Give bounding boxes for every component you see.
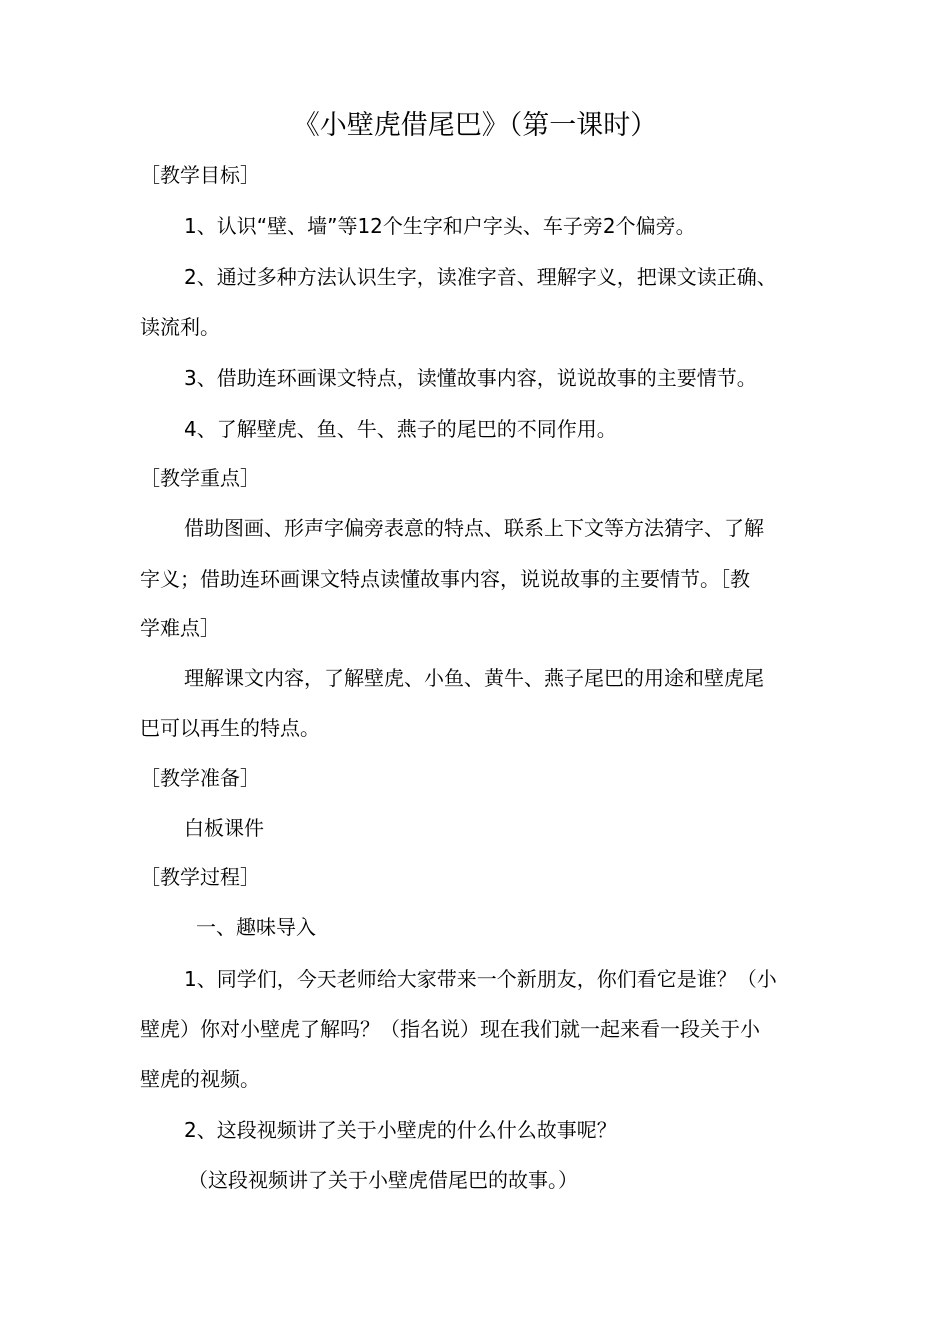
process-paragraph-1-line-3: 壁虎的视频。	[140, 1067, 260, 1091]
preparation-text: 白板课件	[184, 816, 264, 840]
process-step-heading: 一、趣味导入	[196, 915, 316, 939]
difficulties-text-continued: 巴可以再生的特点。	[140, 716, 320, 740]
difficulties-text: 理解课文内容，了解壁虎、小鱼、黄牛、燕子尾巴的用途和壁虎尾	[184, 666, 764, 690]
process-paragraph-2-answer: （这段视频讲了关于小壁虎借尾巴的故事。）	[188, 1168, 578, 1192]
section-heading-preparation: ［教学准备］	[140, 766, 260, 790]
process-paragraph-1-line-2: 壁虎）你对小壁虎了解吗？（指名说）现在我们就一起来看一段关于小	[140, 1017, 760, 1041]
section-heading-key-points: ［教学重点］	[140, 466, 260, 490]
key-points-text: 借助图画、形声字偏旁表意的特点、联系上下文等方法猜字、了解	[184, 516, 764, 540]
section-heading-difficulties: 学难点］	[140, 616, 220, 640]
objective-1: 1、认识“壁、墙”等12个生字和户字头、车子旁2个偏旁。	[184, 214, 696, 238]
key-points-text-continued: 字义；借助连环画课文特点读懂故事内容，说说故事的主要情节。［教	[140, 567, 750, 591]
process-paragraph-2: 2、这段视频讲了关于小壁虎的什么什么故事呢？	[184, 1118, 617, 1142]
process-paragraph-1: 1、同学们，今天老师给大家带来一个新朋友，你们看它是谁？（小	[184, 967, 777, 991]
section-heading-objectives: ［教学目标］	[140, 163, 260, 187]
document-title: 《小壁虎借尾巴》（第一课时）	[292, 110, 658, 141]
objective-4: 4、了解壁虎、鱼、牛、燕子的尾巴的不同作用。	[184, 417, 617, 441]
objective-2: 2、通过多种方法认识生字，读准字音、理解字义，把课文读正确、	[184, 265, 777, 289]
objective-3: 3、借助连环画课文特点，读懂故事内容，说说故事的主要情节。	[184, 366, 757, 390]
section-heading-process: ［教学过程］	[140, 865, 260, 889]
objective-2-continued: 读流利。	[140, 315, 220, 339]
